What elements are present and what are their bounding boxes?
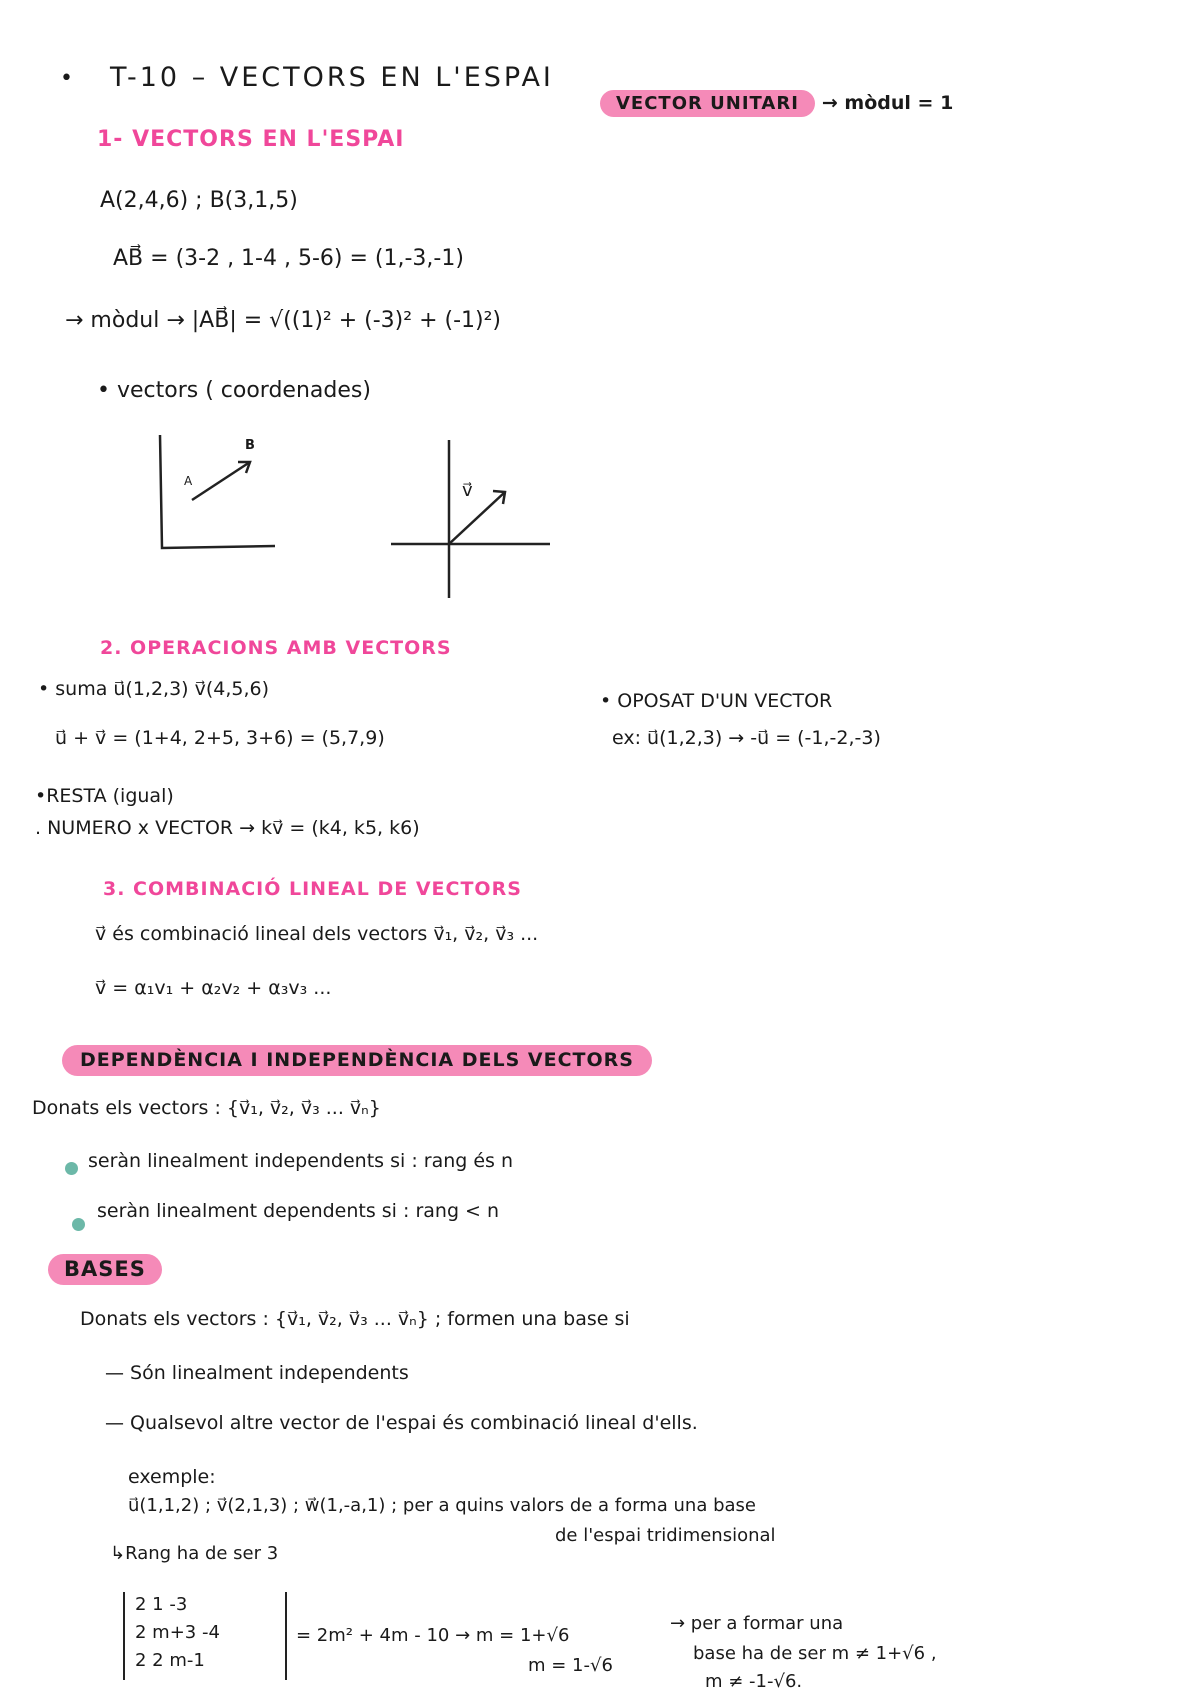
- bases-heading: BASES: [48, 1254, 162, 1285]
- dependence-given: Donats els vectors : {v⃗₁, v⃗₂, v⃗₃ ... v⃗ₙ}: [32, 1097, 381, 1119]
- conclusion-line-1: → per a formar una: [670, 1613, 844, 1634]
- matrix-row: 2 1 -3: [135, 1594, 188, 1615]
- rank-note: ↳Rang ha de ser 3: [110, 1543, 279, 1564]
- vector-ab-figure: [150, 430, 290, 560]
- unit-vector-highlight: VECTOR UNITARI: [600, 90, 815, 117]
- ab-vector-line: AB⃗ = (3-2 , 1-4 , 5-6) = (1,-3,-1): [113, 246, 464, 271]
- dependent-line: seràn linealment dependents si : rang < n: [97, 1200, 500, 1222]
- vector-v-arrow: [449, 492, 505, 544]
- section2-heading: 2. OPERACIONS AMB VECTORS: [100, 637, 452, 659]
- sum-result: u⃗ + v⃗ = (1+4, 2+5, 3+6) = (5,7,9): [55, 727, 385, 749]
- sum-line: • suma u⃗(1,2,3) v⃗(4,5,6): [38, 678, 270, 700]
- unit-vector-definition: → mòdul = 1: [821, 92, 954, 114]
- example-label: exemple:: [128, 1466, 216, 1488]
- opposite-title: • OPOSAT D'UN VECTOR: [600, 690, 833, 712]
- bases-given: Donats els vectors : {v⃗₁, v⃗₂, v⃗₃ ... v⃗ₙ} ; formen una base si: [80, 1308, 630, 1330]
- linear-combination-formula: v⃗ = α₁v₁ + α₂v₂ + α₃v₃ ...: [95, 977, 332, 999]
- scalar-line: . NUMERO x VECTOR → kv⃗ = (k4, k5, k6): [35, 817, 420, 839]
- section3-heading: 3. COMBINACIÓ LINEAL DE VECTORS: [103, 878, 522, 900]
- opposite-example: ex: u⃗(1,2,3) → -u⃗ = (-1,-2,-3): [612, 727, 881, 749]
- independent-line: seràn linealment independents si : rang és n: [88, 1150, 514, 1172]
- dependence-heading: DEPENDÈNCIA I INDEPENDÈNCIA DELS VECTORS: [62, 1045, 652, 1076]
- determinant-equation: = 2m² + 4m - 10 → m = 1+√6: [296, 1625, 570, 1646]
- fig1-label-b: B: [245, 438, 255, 453]
- vectors-note: • vectors ( coordenades): [97, 378, 371, 403]
- page-title: T-10 – VECTORS EN L'ESPAI: [110, 62, 554, 93]
- section1-heading: 1- VECTORS EN L'ESPAI: [97, 127, 405, 152]
- fig1-label-a: A: [184, 474, 193, 488]
- example-vectors: u⃗(1,1,2) ; v⃗(2,1,3) ; w⃗(1,-a,1) ; per a quins valors de a forma una base: [128, 1495, 756, 1516]
- determinant-solution-2: m = 1-√6: [528, 1655, 613, 1676]
- points-line: A(2,4,6) ; B(3,1,5): [100, 188, 298, 213]
- example-continuation: de l'espai tridimensional: [555, 1525, 776, 1546]
- conclusion-line-2: base ha de ser m ≠ 1+√6 ,: [693, 1643, 937, 1664]
- fig2-label-v: v⃗: [462, 480, 473, 501]
- modulus-line: → mòdul → |AB⃗| = √((1)² + (-3)² + (-1)²): [65, 308, 501, 333]
- determinant-matrix: [123, 1592, 287, 1680]
- bullet-icon: [65, 1162, 78, 1175]
- bullet-icon: [72, 1218, 85, 1231]
- axes-1: [160, 435, 275, 548]
- matrix-row: 2 m+3 -4: [135, 1622, 220, 1643]
- vector-ab-arrow: [192, 462, 250, 500]
- matrix-row: 2 2 m-1: [135, 1650, 205, 1671]
- bases-condition-1: — Són linealment independents: [105, 1362, 409, 1384]
- unit-vector-note: [600, 90, 953, 116]
- vector-v-figure: [385, 440, 555, 605]
- bases-condition-2: — Qualsevol altre vector de l'espai és combinació lineal d'ells.: [105, 1412, 698, 1434]
- linear-combination-line: v⃗ és combinació lineal dels vectors v⃗₁, v⃗₂, v⃗₃ ...: [95, 923, 539, 945]
- conclusion-line-3: m ≠ -1-√6.: [705, 1671, 803, 1692]
- subtraction-line: •RESTA (igual): [35, 785, 174, 807]
- header-bullet: •: [60, 66, 73, 91]
